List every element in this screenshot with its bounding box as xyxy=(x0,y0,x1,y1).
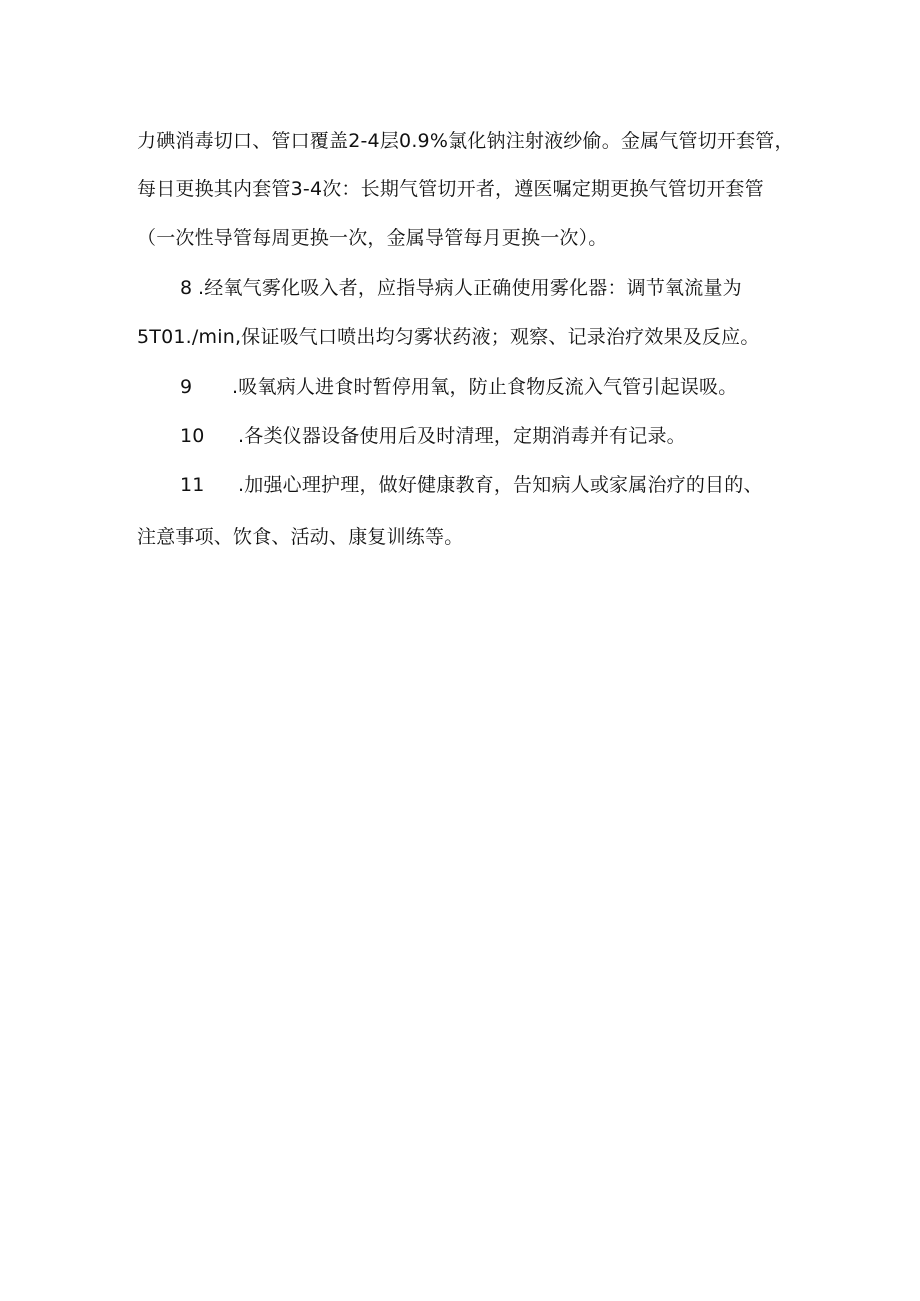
item-number: 10 xyxy=(180,425,205,447)
line-text: 5T01./min,保证吸气口喷出均匀雾状药液；观察、记录治疗效果及反应。 xyxy=(137,326,760,348)
text-line xyxy=(137,177,787,201)
line-text: （一次性导管每周更换一次，金属导管每月更换一次）。 xyxy=(137,227,608,249)
item-number: 8 xyxy=(180,277,193,299)
list-item xyxy=(180,276,830,300)
text-line xyxy=(137,525,787,549)
list-item xyxy=(180,424,830,448)
line-text: 每日更换其内套管3-4次：长期气管切开者，遵医嘱定期更换气管切开套管 xyxy=(137,178,764,200)
item-text: .吸氧病人进食时暂停用氧，防止食物反流入气管引起误吸。 xyxy=(232,376,738,398)
text-line xyxy=(137,325,787,349)
item-text: .经氧气雾化吸入者，应指导病人正确使用雾化器：调节氧流量为 xyxy=(198,277,742,299)
line-text: 力碘消毒切口、管口覆盖2-4层0.9%氯化钠注射液纱偷。金属气管切开套管， xyxy=(137,130,794,152)
list-item xyxy=(180,375,830,399)
item-text: .加强心理护理，做好健康教育，告知病人或家属治疗的目的、 xyxy=(238,474,763,496)
item-text: .各类仪器设备使用后及时清理，定期消毒并有记录。 xyxy=(238,425,686,447)
item-number: 9 xyxy=(180,376,193,398)
text-line xyxy=(137,129,794,153)
item-number: 11 xyxy=(180,474,205,496)
list-item xyxy=(180,473,830,497)
line-text: 注意事项、饮食、活动、康复训练等。 xyxy=(137,526,464,548)
text-line xyxy=(137,226,787,250)
